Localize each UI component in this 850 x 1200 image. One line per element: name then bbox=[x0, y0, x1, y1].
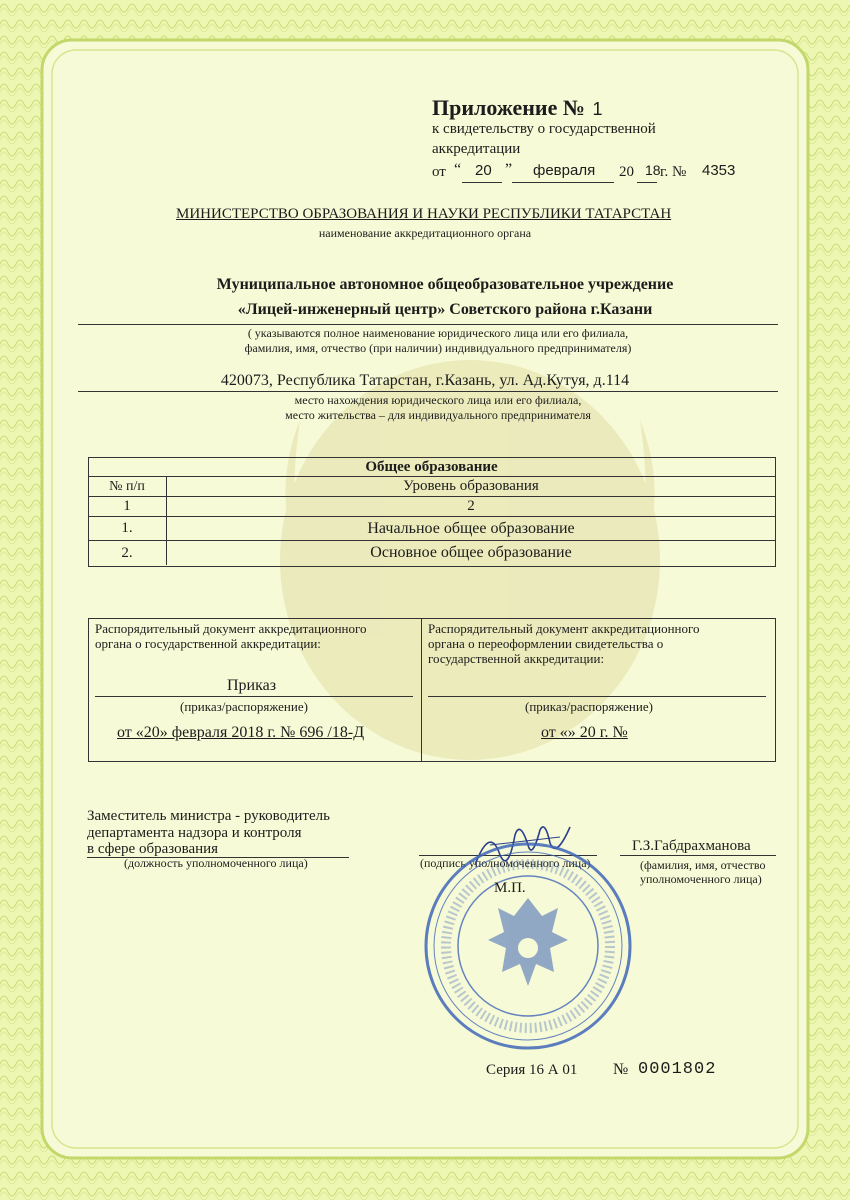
org-name-line2: «Лицей-инженерный центр» Советского района г.Казани bbox=[237, 301, 653, 318]
appendix-date-prefix: от bbox=[432, 164, 446, 180]
appendix-no-label: г. № bbox=[660, 164, 687, 180]
signer-position-3: в сфере образования bbox=[87, 841, 219, 857]
footer-number: 0001802 bbox=[638, 1060, 717, 1079]
stamp-label: М.П. bbox=[494, 880, 526, 896]
series-label: Серия 16 А 01 bbox=[486, 1062, 578, 1078]
org-caption-1: ( указываются полное наименование юридического лица или его филиала, bbox=[247, 326, 629, 340]
appendix-day: 20 bbox=[475, 162, 492, 179]
left-order-title-1: Распорядительный документ аккредитационного bbox=[95, 621, 367, 636]
appendix-month: февраля bbox=[533, 162, 596, 179]
official-stamp bbox=[418, 836, 638, 1056]
address: 420073, Республика Татарстан, г.Казань, ул. Ад.Кутуя, д.114 bbox=[220, 372, 630, 389]
address-caption-2: место жительства – для индивидуального предпринимателя bbox=[285, 408, 591, 422]
right-order-date: от «» 20 г. № bbox=[541, 724, 628, 741]
appendix-year-prefix: 20 bbox=[619, 164, 634, 180]
org-caption-2: фамилия, имя, отчество (при наличии) индивидуального предпринимателя) bbox=[244, 341, 632, 355]
signer-name-caption-2: уполномоченного лица) bbox=[640, 872, 762, 886]
appendix-year-suffix: 18 bbox=[645, 162, 661, 178]
table-row-2-level: Основное общее образование bbox=[370, 544, 572, 561]
right-order-caption: (приказ/распоряжение) bbox=[525, 699, 653, 714]
address-caption-1: место нахождения юридического лица или его филиала, bbox=[294, 393, 582, 407]
ministry-caption: наименование аккредитационного органа bbox=[318, 226, 532, 240]
table-row-1-num: 1. bbox=[121, 520, 133, 536]
left-order-kind: Приказ bbox=[227, 677, 277, 694]
org-name-line1: Муниципальное автономное общеобразовательное учреждение bbox=[216, 276, 674, 293]
table-row-2-num: 2. bbox=[121, 544, 133, 561]
table-title: Общее образование bbox=[365, 458, 498, 475]
appendix-quote-open: “ bbox=[454, 161, 462, 178]
signer-name-caption-1: (фамилия, имя, отчество bbox=[640, 858, 766, 872]
footer-number-label: № bbox=[613, 1061, 629, 1078]
appendix-quote-close: ” bbox=[505, 161, 513, 178]
left-order-date: от «20» февраля 2018 г. № 696 /18-Д bbox=[117, 724, 365, 741]
right-order-title-2: органа о переоформлении свидетельства о bbox=[428, 636, 664, 651]
signer-position-2: департамента надзора и контроля bbox=[87, 825, 302, 841]
table-col2-header: Уровень образования bbox=[403, 478, 539, 494]
ministry-name: МИНИСТЕРСТВО ОБРАЗОВАНИЯ И НАУКИ РЕСПУБЛИКИ ТАТАРСТАН bbox=[176, 206, 672, 222]
appendix-line2: аккредитации bbox=[432, 141, 521, 157]
signer-name: Г.З.Габдрахманова bbox=[632, 838, 751, 854]
appendix-line1: к свидетельству о государственной bbox=[432, 121, 656, 137]
right-order-title-3: государственной аккредитации: bbox=[428, 651, 605, 666]
left-order-title-2: органа о государственной аккредитации: bbox=[95, 636, 321, 651]
appendix-title: Приложение № 1 bbox=[432, 95, 603, 120]
signer-position-caption: (должность уполномоченного лица) bbox=[124, 856, 308, 870]
table-col2-index: 2 bbox=[467, 498, 475, 514]
table-row-1-level: Начальное общее образование bbox=[367, 519, 575, 537]
table-col1-index: 1 bbox=[123, 498, 131, 514]
appendix-number: 1 bbox=[592, 99, 603, 119]
table-col1-header: № п/п bbox=[109, 478, 145, 494]
left-order-caption: (приказ/распоряжение) bbox=[180, 699, 308, 714]
appendix-cert-number: 4353 bbox=[702, 162, 736, 179]
signer-position-1: Заместитель министра - руководитель bbox=[87, 808, 330, 824]
signature-caption: (подпись уполномоченного лица) bbox=[420, 856, 591, 870]
right-order-title-1: Распорядительный документ аккредитационного bbox=[428, 621, 700, 636]
